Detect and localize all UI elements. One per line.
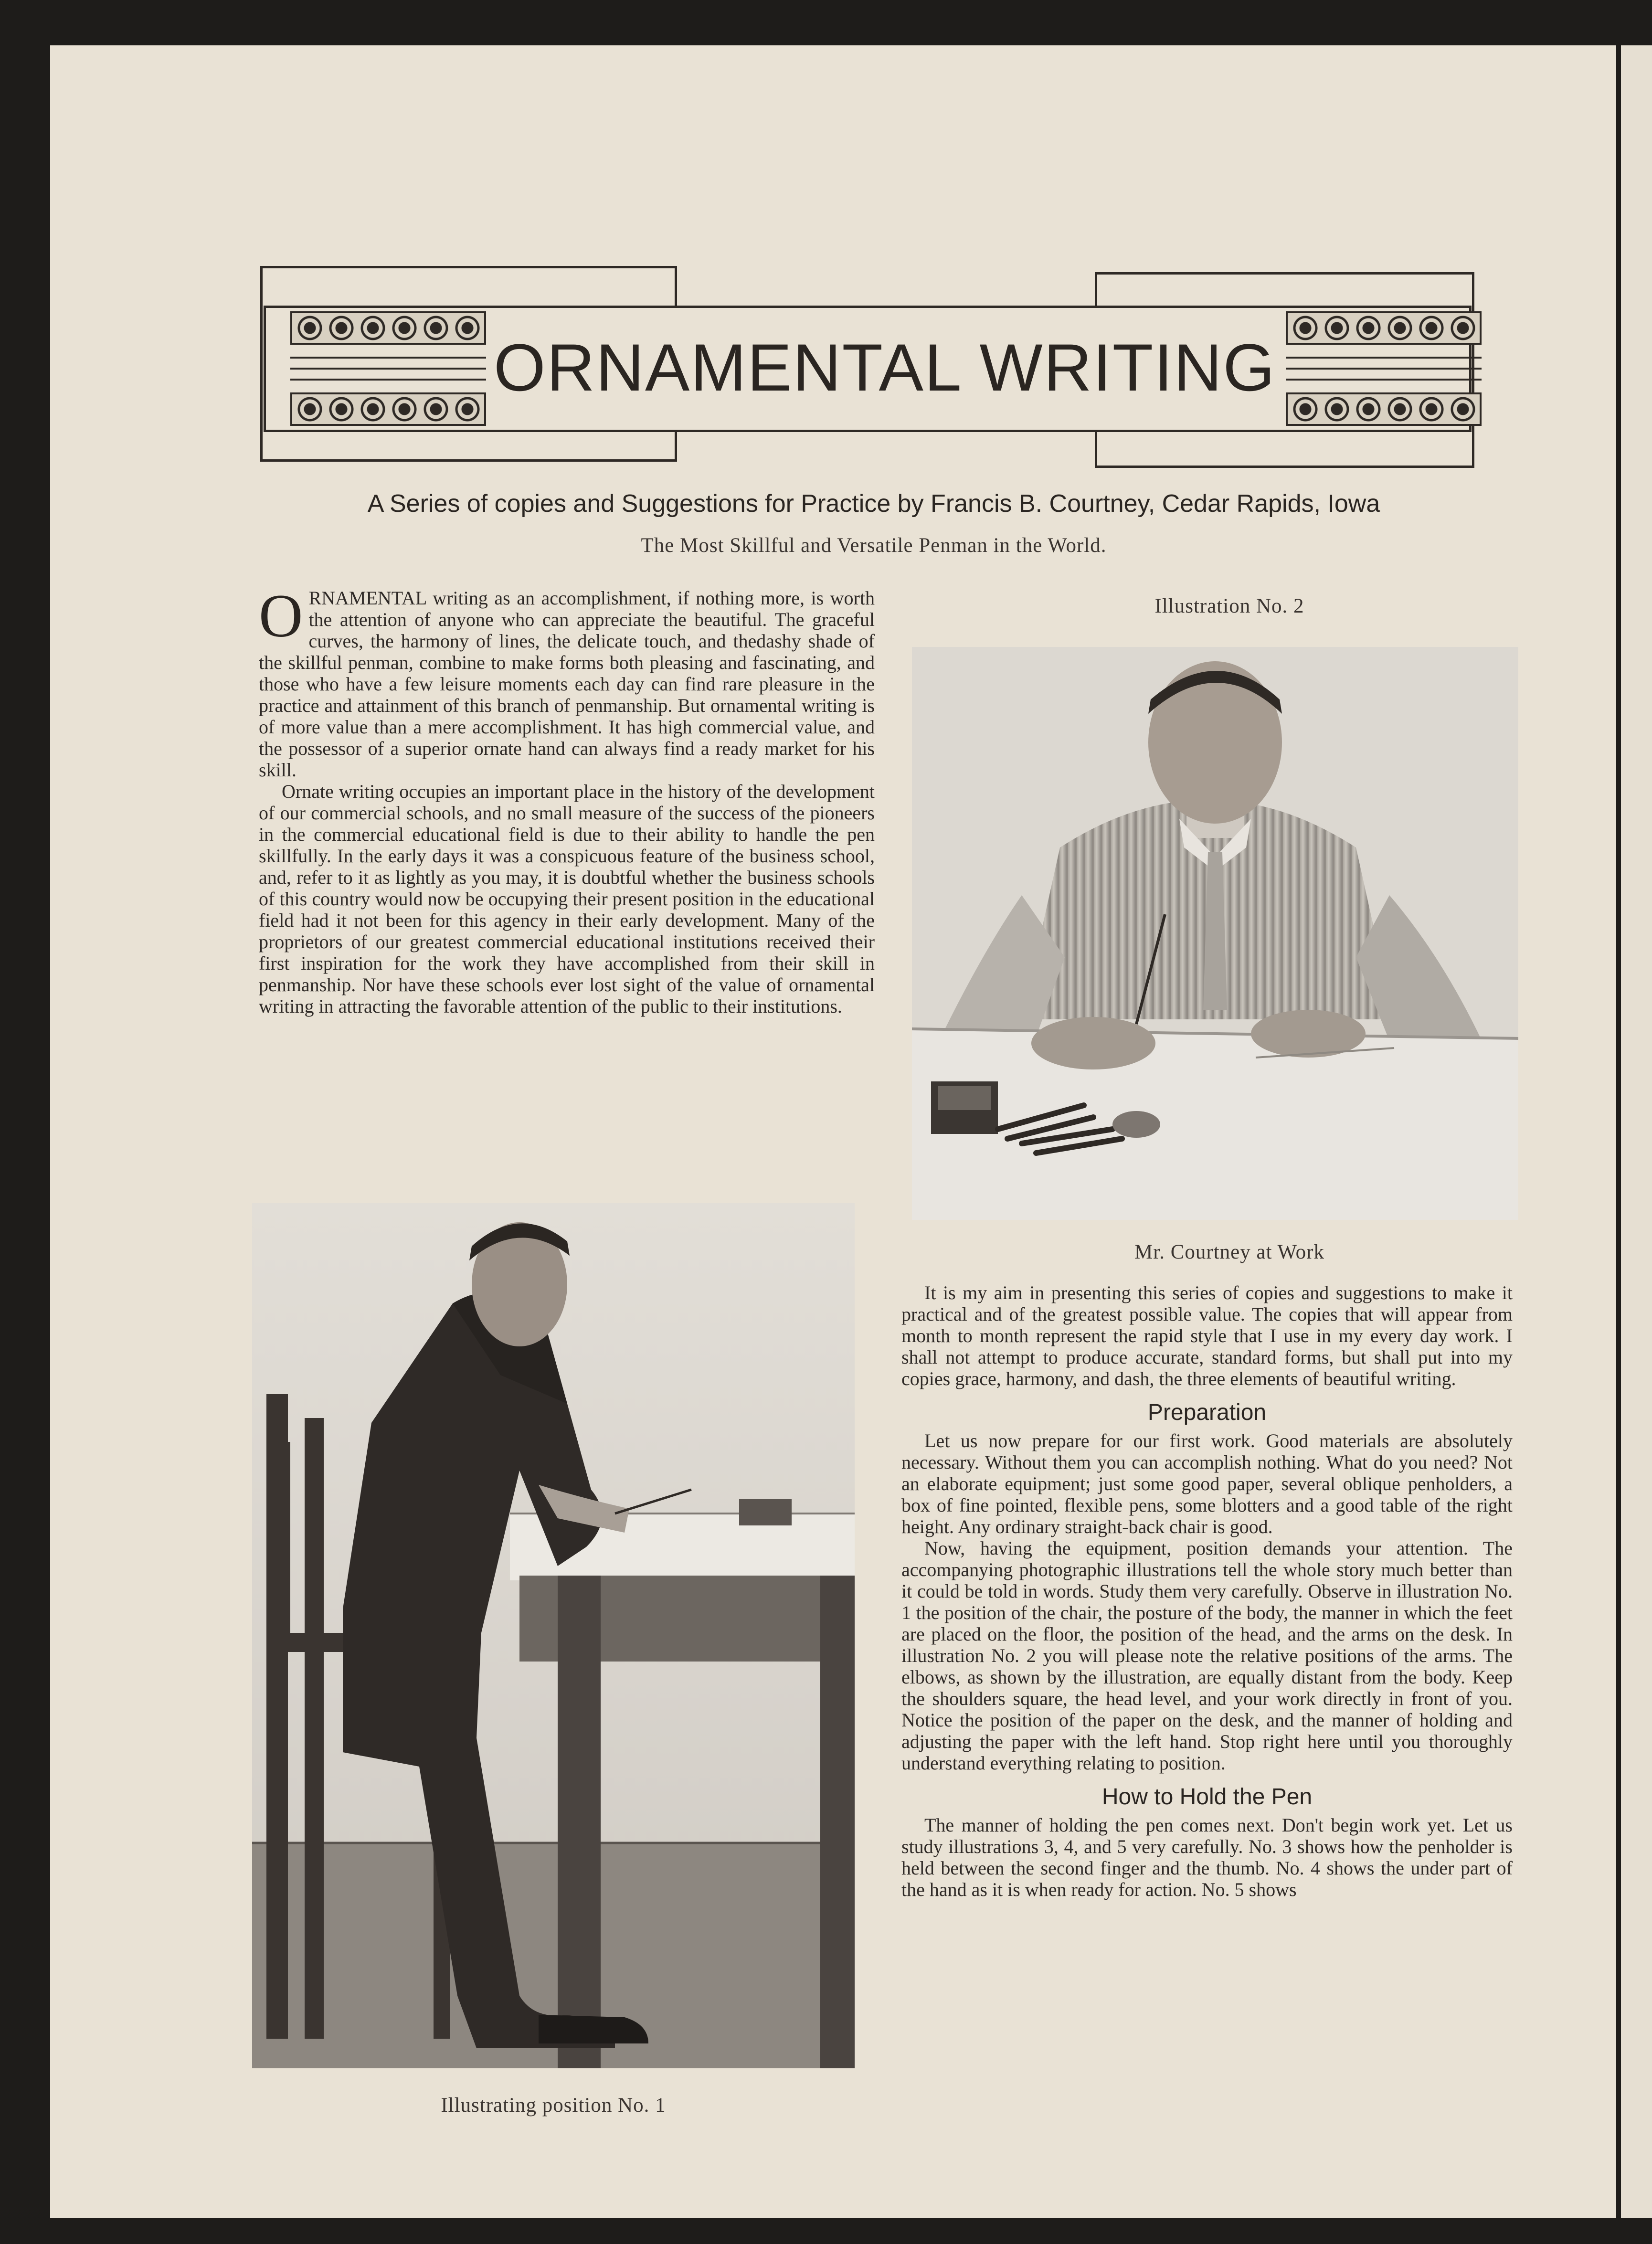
paragraph-materials: Let us now prepare for our first work. Good materials are absolutely necessary. Without them you can accomplish nothing. What do you need? Not an elaborate equipment; just some good paper, several oblique penholders, a box of fine pointed, flexible pens, some blotters and a good table of the right height. Any ordinary straight-back chair is good. <box>901 1430 1513 1537</box>
article-subtitle: A Series of copies and Suggestions for Practice by Francis B. Courtney, Cedar Rapids, Iowa <box>367 490 1380 518</box>
heading-preparation: Preparation <box>1147 1400 1267 1425</box>
paragraph-intro: ORNAMENTAL writing as an accomplishment, if nothing more, is worth the attention of anyone who can appreciate the beautiful. The graceful curves, the harmony of lines, the delicate touch, and thedashy shade of the skillful penman, combine to make forms both pleasing and fascinating, and those who have a few leisure moments each day can find rare pleasure in the practice and attainment of this branch of penmanship. But ornamental writing is of more value than a mere accomplishment. It has high commercial value, and the possessor of a superior ornate hand can always find a ready market for his skill. <box>259 582 875 781</box>
frame-top-right <box>1095 272 1474 275</box>
photo-courtney-at-work <box>912 647 1518 1220</box>
ornament-band-bottom <box>1286 392 1482 426</box>
illustration-1-caption: Illustrating position No. 1 <box>441 2094 666 2117</box>
ornament-rules <box>1286 345 1482 392</box>
frame-top-left <box>260 266 677 268</box>
frame-notch-bottom-left <box>675 430 677 462</box>
paragraph-history: Ornate writing occupies an important place in the history of the development of our commercial schools, and no small measure of the success of the pioneers in the commercial educational field is due to their ability to handle the pen skillfully. In the early days it was a conspicuous feature of the business school, and, refer to it as lightly as you may, it is doubtful whether the business schools of this country would now be occupying their present position in the educational field had it not been for this agency in their early development. Many of the proprietors of our greatest commercial educational institutions received their first inspiration for the work they have accomplished from their skill in penmanship. Nor have these schools ever lost sight of the value of ornamental writing in attracting the favorable attention of the public to their institutions. <box>259 781 875 1017</box>
ornament-left <box>290 311 486 426</box>
ornament-rules <box>290 345 486 392</box>
ornament-right <box>1286 311 1482 426</box>
author-tagline: The Most Skillful and Versatile Penman in the World. <box>641 534 1107 557</box>
photo-position-no-1 <box>252 1203 855 2068</box>
frame-notch-top-right <box>1095 272 1097 308</box>
photo-position-no-1-image <box>252 1203 855 2068</box>
ornament-band-bottom <box>290 392 486 426</box>
drop-cap: O <box>259 582 303 650</box>
illustration-2-label: Illustration No. 2 <box>1154 595 1304 617</box>
illustration-2-caption: Mr. Courtney at Work <box>1134 1241 1324 1263</box>
frame-bottom-left <box>260 459 677 462</box>
ornament-band-top <box>1286 311 1482 345</box>
frame-bottom-right <box>1095 466 1474 468</box>
frame-notch-bottom-right <box>1095 430 1097 468</box>
heading-hold-pen: How to Hold the Pen <box>1101 1784 1313 1810</box>
paragraph-position: Now, having the equipment, position demands your attention. The accompanying photographic illustrations tell the whole story much better than it could be told in words. Study them very carefully. Observe in illustration No. 1 the position of the chair, the posture of the body, the manner in which the feet are placed on the floor, the position of the head, and the arms on the desk. In illustration No. 2 you will please note the relative positions of the arms. The elbows, as shown by the illustration, are equally distant from the body. Keep the shoulders square, the head level, and your work directly in front of you. Notice the position of the paper on the desk, and the manner of holding and adjusting the paper with the left hand. Stop right here until you thoroughly understand everything relating to position. <box>901 1537 1513 1774</box>
left-column-text <box>259 582 875 1017</box>
paragraph-holding-pen: The manner of holding the pen comes next. Don't begin work yet. Let us study illustrations 3, 4, and 5 very carefully. No. 3 shows how the penholder is held between the second finger and the thumb. No. 4 shows the under part of the hand as it is when ready for action. No. 5 shows <box>901 1814 1513 1900</box>
adjacent-page-edge <box>1621 45 1652 2218</box>
paragraph-aim: It is my aim in presenting this series of copies and suggestions to make it practical and of the greatest possible value. The copies that will appear from month to month represent the rapid style that I use in my every day work. I shall not attempt to produce accurate, standard forms, but shall put into my copies grace, harmony, and dash, the three elements of beautiful writing. <box>901 1282 1513 1389</box>
ornament-band-top <box>290 311 486 345</box>
photo-courtney-at-work-image <box>912 647 1518 1220</box>
frame-notch-top-left <box>675 266 677 308</box>
frame-left <box>260 266 263 462</box>
right-column-text <box>901 1282 1513 1900</box>
page-title: ORNAMENTAL WRITING <box>493 330 1276 405</box>
